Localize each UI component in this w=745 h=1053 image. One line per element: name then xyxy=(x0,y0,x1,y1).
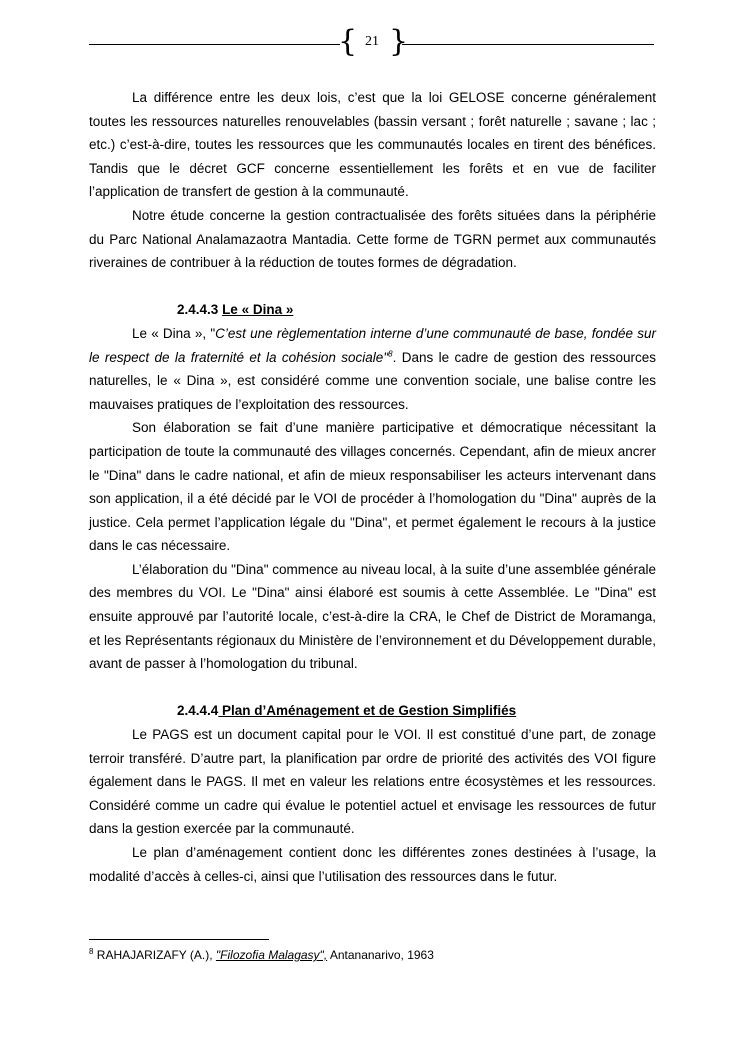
page-number-left-brace: { xyxy=(338,24,358,59)
section-heading-pags xyxy=(89,699,656,723)
footnote-rule xyxy=(89,939,269,940)
paragraph-gelose: La différence entre les deux lois, c’est que la loi GELOSE concerne généralement toutes les ressources naturelles renouvelables (bassin versant ; forêt naturelle ; savane ; lac ; etc.) c’est-à-dire, toutes les ressources que les communautés locales en tirent des bénéfices. Tandis que le décret GCF concerne essentiellement les forêts et en vue de faciliter l’application de transfert de gestion à la communauté. xyxy=(89,90,656,200)
dina-lead: Le « Dina », " xyxy=(132,325,216,341)
footnote xyxy=(89,947,434,963)
paragraph-dina-definition xyxy=(89,322,656,416)
page-number-right-brace: } xyxy=(389,24,409,59)
page-number: 21 xyxy=(365,34,379,49)
header-rule-right xyxy=(402,44,654,45)
paragraph-dina-process: L’élaboration du "Dina" commence au niveau local, à la suite d’une assemblée générale des membres du VOI. Le "Dina" ainsi élaboré est soumis à cette Assemblée. Le "Dina" est ensuite approuvé par l’autorité locale, c’est-à-dire la CRA, le Chef de District de Moramanga, et les Représentants régionaux du Ministère de l’environnement et du Développement durable, avant de passer à l’homologation du tribunal. xyxy=(89,561,656,672)
paragraph-plan-amenagement: Le plan d’aménagement contient donc les différentes zones destinées à l’usage, la modalité d’accès à celles-ci, ainsi que l’utilisation des ressources dans le futur. xyxy=(89,845,656,884)
footnote-marker: 8 xyxy=(89,947,94,956)
heading-number: 2.4.4.4 xyxy=(177,703,219,719)
footnote-author: RAHAJARIZAFY (A.), xyxy=(93,948,216,962)
paragraph-pags: Le PAGS est un document capital pour le VOI. Il est constitué d’une part, de zonage terroir transféré. D’autre part, la planification par ordre de priorité des activités des VOI figure également dans le PAGS. Il met en valeur les relations entre écosystèmes et les ressources. Considéré comme un cadre qui évalue le potentiel actuel et envisage les ressources de futur dans la gestion exercée par la communauté. xyxy=(89,727,656,837)
header-rule-left xyxy=(89,44,340,45)
heading-title: Le « Dina » xyxy=(222,302,294,318)
heading-number: 2.4.4.3 xyxy=(177,302,219,318)
spacer xyxy=(89,676,656,700)
section-heading-dina xyxy=(89,298,656,322)
footnote-place: Antananarivo, 1963 xyxy=(327,948,434,962)
heading-title: Plan d’Aménagement et de Gestion Simplifiés xyxy=(218,703,517,719)
footnote-reference[interactable]: 8 xyxy=(388,349,393,359)
spacer xyxy=(89,275,656,299)
footnote-title: "Filozofia Malagasy", xyxy=(215,948,328,962)
paragraph-dina-elaboration: Son élaboration se fait d’une manière participative et démocratique nécessitant la participation de toute la communauté des villages concernés. Cependant, afin de mieux ancrer le "Dina" dans le cadre national, et afin de mieux responsabiliser les acteurs intervenant dans son application, il a été décidé par le VOI de procéder à l’homologation du "Dina" auprès de la justice. Cela permet l’application légale du "Dina", et permet également le recours à la justice dans le cas nécessaire. xyxy=(89,420,656,554)
dina-quote: C’est une règlementation interne d’une communauté de base, fondée sur le respect de la fraternité et la cohésion sociale" xyxy=(89,325,657,365)
page-body xyxy=(89,86,656,888)
dina-rest: . Dans le cadre de gestion des ressources naturelles, le « Dina », est considéré comme une convention sociale, une balise contre les mauvaises pratiques de l’exploitation des ressources. xyxy=(89,349,657,412)
paragraph-etude: Notre étude concerne la gestion contractualisée des forêts situées dans la périphérie du Parc National Analamazaotra Mantadia. Cette forme de TGRN permet aux communautés riveraines de contribuer à la réduction de toutes formes de dégradation. xyxy=(89,207,656,271)
